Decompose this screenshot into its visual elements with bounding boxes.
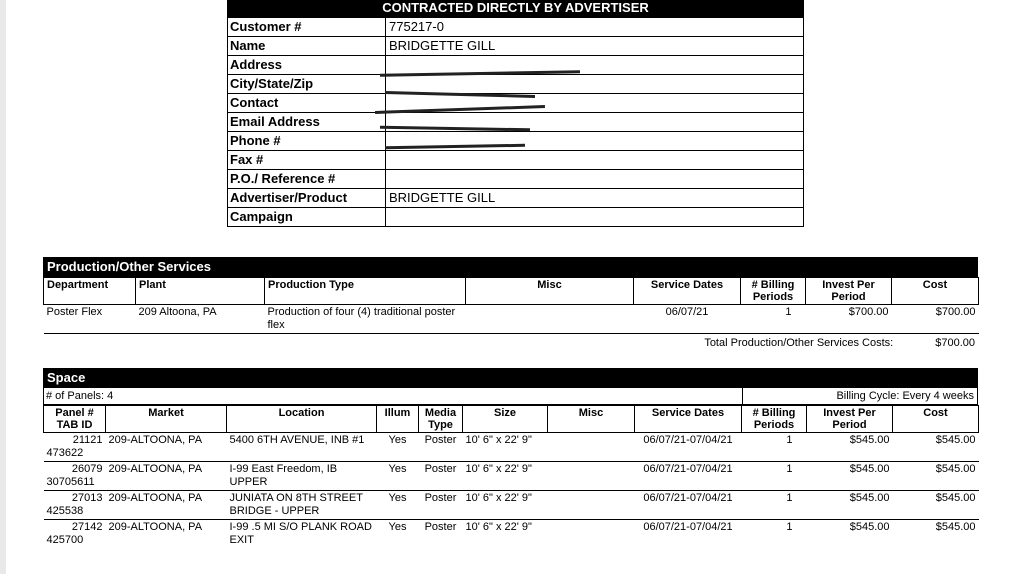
billing-periods-cell: 1 bbox=[741, 305, 806, 334]
market-cell: 209-ALTOONA, PA bbox=[106, 462, 227, 491]
panel-number: 27142 bbox=[71, 521, 103, 533]
space-section bbox=[43, 368, 978, 548]
misc-cell bbox=[548, 491, 635, 520]
col-location: Location bbox=[227, 406, 377, 433]
invest-cell: $545.00 bbox=[849, 521, 890, 533]
billing-periods-cell: 1 bbox=[786, 521, 793, 533]
customer-row bbox=[227, 170, 804, 189]
space-section-title: Space bbox=[43, 368, 978, 388]
customer-row bbox=[227, 151, 804, 170]
production-section bbox=[43, 257, 978, 349]
size-cell: 10' 6" x 22' 9" bbox=[465, 521, 532, 533]
size-cell: 10' 6" x 22' 9" bbox=[463, 462, 548, 491]
customer-row bbox=[227, 189, 804, 208]
location-cell: JUNIATA ON 8TH STREET BRIDGE - UPPER bbox=[227, 491, 377, 520]
location-cell: I-99 East Freedom, IB UPPER bbox=[227, 462, 377, 491]
col-size: Size bbox=[463, 406, 548, 433]
production-total bbox=[43, 337, 978, 349]
cost-cell: $545.00 bbox=[935, 521, 976, 533]
market-cell: 209-ALTOONA, PA bbox=[106, 433, 227, 462]
name-value: BRIDGETTE GILL bbox=[389, 38, 496, 53]
billing-periods-cell: 1 bbox=[742, 491, 807, 520]
col-misc: Misc bbox=[466, 278, 634, 305]
col-panel-tab-id: Panel # TAB ID bbox=[44, 406, 106, 433]
contact-label: Contact bbox=[228, 94, 386, 112]
col-invest-per-period: Invest Per Period bbox=[807, 406, 893, 433]
panel-id-cell bbox=[44, 491, 106, 520]
media-type-cell: Poster bbox=[424, 521, 457, 533]
plant-cell: 209 Altoona, PA bbox=[136, 305, 265, 334]
illum-cell: Yes bbox=[377, 433, 419, 462]
service-dates-cell: 06/07/21-07/04/21 bbox=[635, 462, 742, 491]
size-cell: 10' 6" x 22' 9" bbox=[463, 491, 548, 520]
email-label: Email Address bbox=[228, 113, 386, 131]
service-dates-cell: 06/07/21-07/04/21 bbox=[643, 521, 733, 533]
market-cell: 209-ALTOONA, PA bbox=[106, 491, 227, 520]
customer-number-label: Customer # bbox=[228, 18, 386, 36]
production-table bbox=[43, 277, 979, 334]
cost-cell: $545.00 bbox=[893, 462, 979, 491]
phone-label: Phone # bbox=[228, 132, 386, 150]
col-invest-per-period: Invest Per Period bbox=[806, 278, 892, 305]
city-state-zip-value bbox=[386, 75, 803, 93]
col-billing-periods: # Billing Periods bbox=[742, 406, 807, 433]
service-dates-cell: 06/07/21-07/04/21 bbox=[635, 491, 742, 520]
fax-value bbox=[386, 151, 803, 169]
cost-cell: $545.00 bbox=[893, 433, 979, 462]
table-row bbox=[44, 462, 979, 491]
cost-cell: $700.00 bbox=[892, 305, 979, 334]
customer-row bbox=[227, 18, 804, 37]
customer-block-header: CONTRACTED DIRECTLY BY ADVERTISER bbox=[227, 0, 804, 18]
address-label: Address bbox=[228, 56, 386, 74]
table-row bbox=[44, 491, 979, 520]
misc-cell bbox=[466, 305, 634, 334]
illum-cell: Yes bbox=[388, 521, 407, 533]
media-type-cell: Poster bbox=[419, 491, 463, 520]
panels-count: # of Panels: 4 bbox=[44, 388, 743, 404]
col-billing-periods: # Billing Periods bbox=[741, 278, 806, 305]
col-cost: Cost bbox=[892, 278, 979, 305]
table-row bbox=[44, 520, 979, 549]
production-total-label: Total Production/Other Services Costs: bbox=[704, 337, 894, 349]
cost-cell: $545.00 bbox=[893, 491, 979, 520]
customer-row bbox=[227, 208, 804, 227]
market-cell: 209-ALTOONA, PA bbox=[108, 521, 203, 533]
col-media-type: Media Type bbox=[419, 406, 463, 433]
misc-cell bbox=[548, 433, 635, 462]
service-dates-cell: 06/07/21 bbox=[634, 305, 741, 334]
campaign-value bbox=[386, 208, 803, 226]
col-service-dates: Service Dates bbox=[635, 406, 742, 433]
advertiser-product-value: BRIDGETTE GILL bbox=[389, 190, 496, 205]
tab-id: 473622 bbox=[46, 447, 84, 459]
col-service-dates: Service Dates bbox=[634, 278, 741, 305]
space-table bbox=[43, 405, 979, 548]
advertiser-product-label: Advertiser/Product bbox=[228, 189, 386, 207]
panel-id-cell bbox=[44, 462, 106, 491]
billing-periods-cell: 1 bbox=[742, 462, 807, 491]
name-label: Name bbox=[228, 37, 386, 55]
panel-number: 27013 bbox=[71, 492, 103, 504]
media-type-cell: Poster bbox=[419, 462, 463, 491]
col-department: Department bbox=[44, 278, 136, 305]
table-row bbox=[44, 305, 979, 334]
panel-id-cell bbox=[44, 433, 106, 462]
customer-row bbox=[227, 37, 804, 56]
tab-id: 30705611 bbox=[46, 476, 95, 488]
invest-cell: $545.00 bbox=[807, 433, 893, 462]
illum-cell: Yes bbox=[377, 491, 419, 520]
po-reference-value bbox=[386, 170, 803, 188]
media-type-cell: Poster bbox=[419, 433, 463, 462]
size-cell: 10' 6" x 22' 9" bbox=[463, 433, 548, 462]
col-production-type: Production Type bbox=[265, 278, 466, 305]
col-plant: Plant bbox=[136, 278, 265, 305]
panel-number: 26079 bbox=[71, 463, 103, 475]
col-illum: Illum bbox=[377, 406, 419, 433]
service-dates-cell: 06/07/21-07/04/21 bbox=[635, 433, 742, 462]
illum-cell: Yes bbox=[377, 462, 419, 491]
location-cell: 5400 6TH AVENUE, INB #1 bbox=[227, 433, 377, 462]
city-state-zip-label: City/State/Zip bbox=[228, 75, 386, 93]
table-row bbox=[44, 433, 979, 462]
col-cost: Cost bbox=[893, 406, 979, 433]
production-type-cell: Production of four (4) traditional poster flex bbox=[265, 305, 466, 334]
invest-cell: $545.00 bbox=[807, 462, 893, 491]
production-total-value: $700.00 bbox=[935, 337, 975, 349]
fax-label: Fax # bbox=[228, 151, 386, 169]
customer-number-value: 775217-0 bbox=[389, 19, 444, 34]
invest-cell: $545.00 bbox=[807, 491, 893, 520]
page-left-edge bbox=[0, 0, 6, 574]
campaign-label: Campaign bbox=[228, 208, 386, 226]
col-misc: Misc bbox=[548, 406, 635, 433]
invest-cell: $700.00 bbox=[806, 305, 892, 334]
misc-cell bbox=[548, 520, 635, 549]
production-section-title: Production/Other Services bbox=[43, 257, 978, 277]
billing-periods-cell: 1 bbox=[742, 433, 807, 462]
panel-number: 21121 bbox=[72, 434, 103, 446]
customer-row bbox=[227, 75, 804, 94]
tab-id: 425538 bbox=[46, 505, 84, 517]
customer-info-block bbox=[227, 0, 804, 227]
location-cell: I-99 .5 MI S/O PLANK ROAD EXIT bbox=[229, 521, 372, 546]
billing-cycle: Billing Cycle: Every 4 weeks bbox=[836, 390, 974, 402]
space-summary-row bbox=[43, 388, 978, 405]
misc-cell bbox=[548, 462, 635, 491]
address-value bbox=[386, 56, 803, 74]
panel-id-cell bbox=[44, 520, 106, 549]
customer-row bbox=[227, 132, 804, 151]
department-cell: Poster Flex bbox=[44, 305, 136, 334]
po-reference-label: P.O./ Reference # bbox=[228, 170, 386, 188]
tab-id: 425700 bbox=[46, 534, 84, 546]
col-market: Market bbox=[106, 406, 227, 433]
